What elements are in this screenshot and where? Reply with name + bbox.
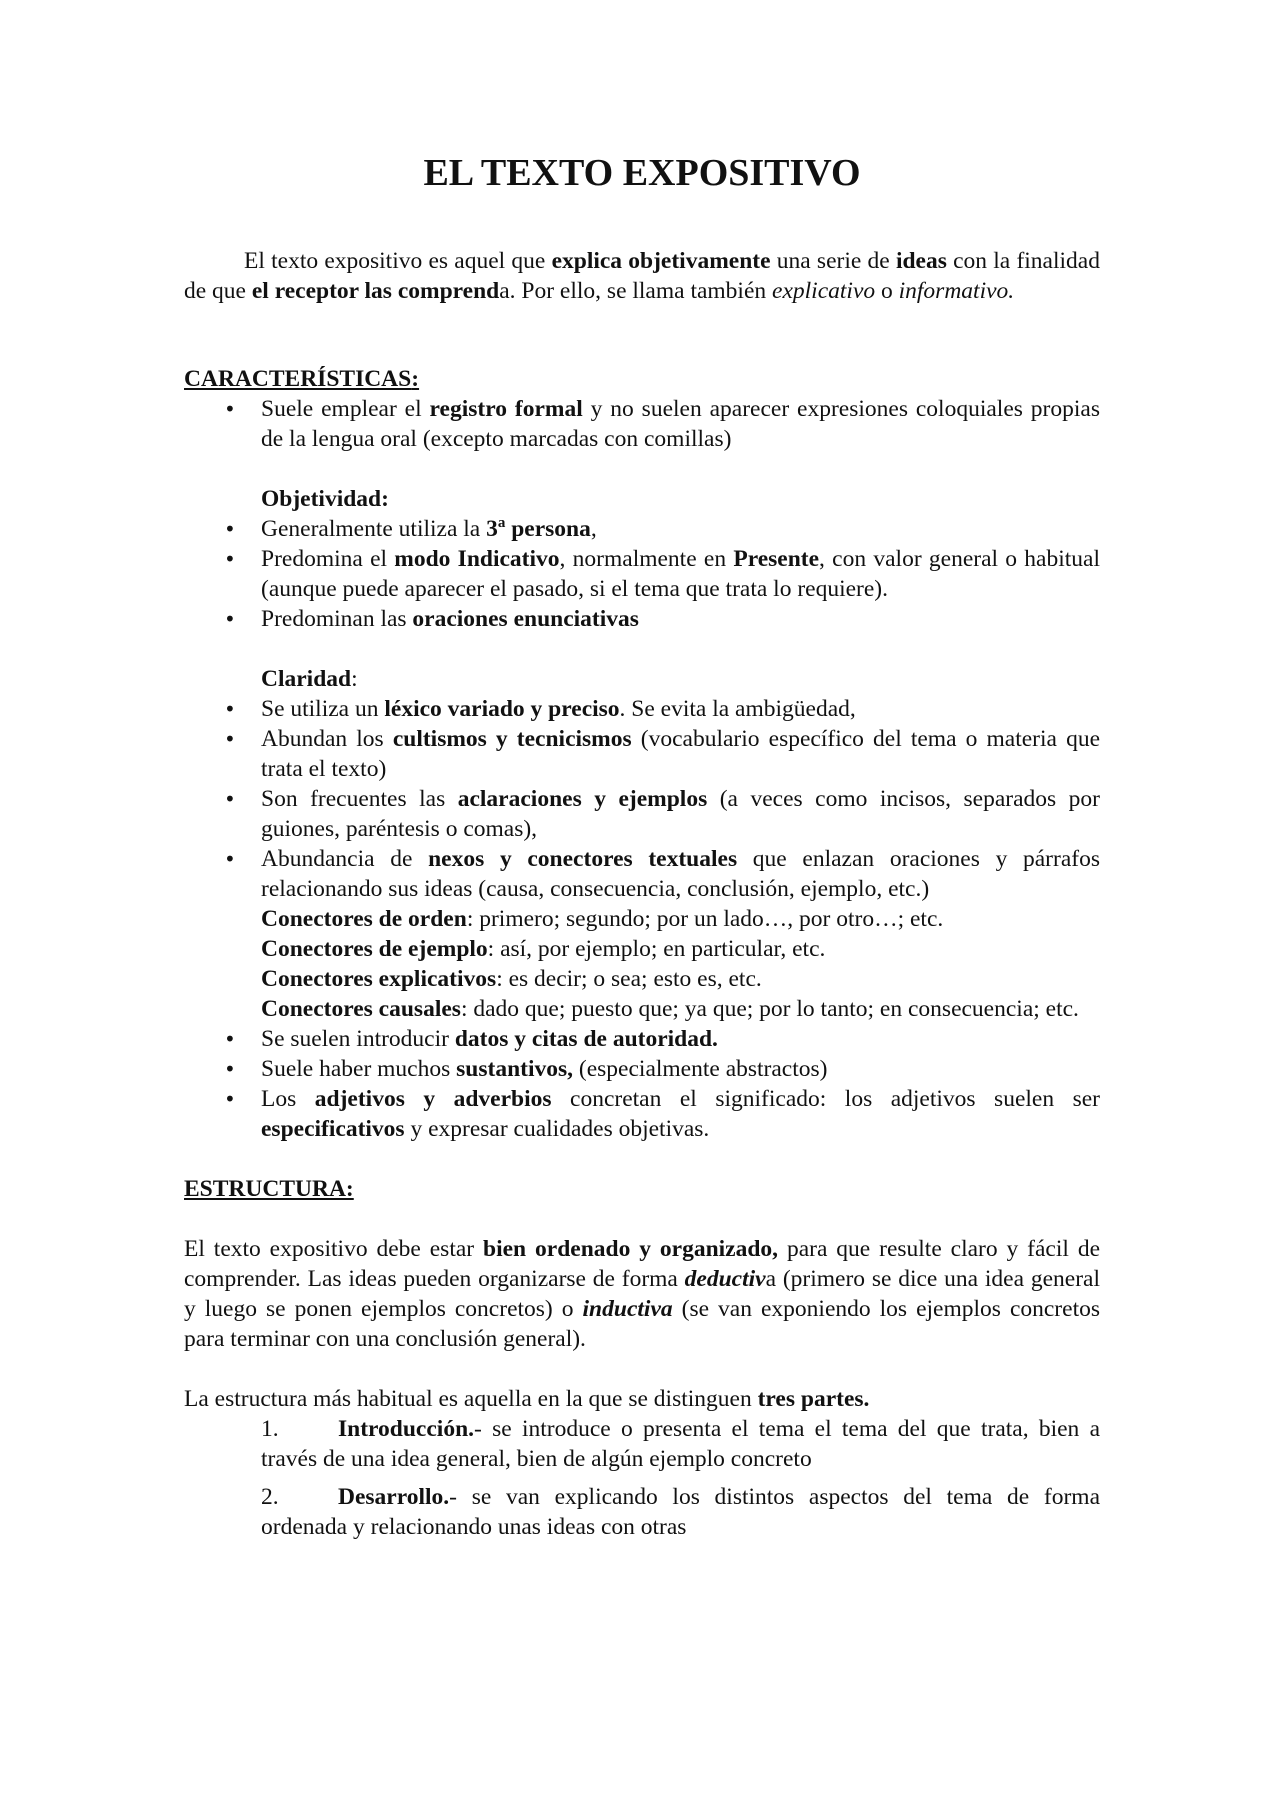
document-body [184, 150, 1100, 1550]
item-text: (especialmente abstractos) [573, 1056, 828, 1082]
subheading-objetividad: Objetividad: [261, 486, 389, 512]
paragraph-text: (se van exponiendo los ejemplos concretos para terminar con una conclusión general). [184, 1296, 1100, 1352]
subheading-text: Claridad [261, 666, 352, 692]
intro-text: con la finalidad de que [184, 248, 1100, 304]
section-heading-estructura: ESTRUCTURA: [184, 1176, 354, 1202]
part-label: Desarrollo. [338, 1484, 450, 1510]
list-item [184, 604, 1100, 634]
item-text: (vocabulario específico del tema o materia que trata el texto) [261, 726, 1101, 782]
connectors-block [184, 904, 1100, 1024]
item-text: Generalmente utiliza la [261, 516, 487, 542]
item-text: y no suelen aparecer expresiones coloquiales propias de la lengua oral (excepto marcadas con comillas) [261, 396, 1100, 452]
connector-line [261, 964, 1100, 994]
intro-text: o [875, 278, 899, 304]
connector-label: Conectores de orden [261, 906, 467, 932]
item-text: concretan el significado: los adjetivos suelen ser [551, 1086, 1101, 1112]
list-item [184, 724, 1100, 784]
list-item [184, 694, 1100, 724]
connector-label: Conectores explicativos [261, 966, 497, 992]
section-heading-caracteristicas [184, 364, 1100, 394]
estructura-parts-intro [184, 1384, 1100, 1414]
item-bold: adjetivos y adverbios [314, 1086, 552, 1112]
item-text: Suele emplear el [261, 396, 430, 422]
paragraph-text: para que resulte claro y fácil de comprender. Las ideas pueden organizarse de forma [184, 1236, 1100, 1292]
part-number: 2. [261, 1484, 279, 1510]
list-item [184, 1414, 1100, 1474]
item-text: , normalmente en [559, 546, 734, 572]
item-text: . Se evita la ambigüedad, [619, 696, 856, 722]
list-item [184, 844, 1100, 904]
item-bold: sustantivos, [456, 1056, 574, 1082]
paragraph-bold-italic: inductiva [582, 1296, 673, 1322]
item-text: , [590, 516, 597, 542]
intro-text: a. Por ello, se llama también [499, 278, 773, 304]
item-bold: oraciones enunciativas [412, 606, 639, 632]
item-bold: nexos y conectores textuales [428, 846, 738, 872]
list-item [184, 1024, 1100, 1054]
list-item [184, 394, 1100, 454]
list-item [184, 784, 1100, 844]
item-text: Se utiliza un [261, 696, 385, 722]
connector-line [261, 904, 1100, 934]
list-item [184, 1054, 1100, 1084]
item-text: , con valor general o habitual (aunque puede aparecer el pasado, si el tema que trata lo requiere). [261, 546, 1100, 602]
document-title: EL TEXTO EXPOSITIVO [423, 152, 861, 194]
item-bold-part: 3 [486, 516, 498, 542]
part-text: - se introduce o presenta el tema el tema del que trata, bien a través de una idea general, bien de algún ejemplo concreto [261, 1416, 1100, 1472]
item-text: Los [261, 1086, 315, 1112]
intro-text: una serie de [770, 248, 896, 274]
paragraph-text: La estructura más habitual es aquella en la que se distinguen [184, 1386, 758, 1412]
item-text: que enlazan oraciones y párrafos relacionando sus ideas (causa, consecuencia, conclusión, ejemplo, etc.) [261, 846, 1100, 902]
list-item [184, 544, 1100, 604]
subheading-claridad [184, 664, 1100, 694]
characteristics-list [184, 394, 1100, 454]
structure-parts-list [184, 1414, 1100, 1542]
section-heading-colon: : [411, 366, 420, 392]
item-text: Predominan las [261, 606, 413, 632]
item-bold [486, 516, 591, 542]
item-text: (a veces como incisos, separados por guiones, paréntesis o comas), [261, 786, 1100, 842]
subheading-colon: : [351, 666, 358, 692]
list-item [184, 1084, 1100, 1144]
item-text: Abundan los [261, 726, 393, 752]
paragraph-bold: bien ordenado y organizado, [483, 1236, 779, 1262]
connector-label: Conectores causales [261, 996, 461, 1022]
claridad-list [184, 694, 1100, 904]
item-text: Son frecuentes las [261, 786, 458, 812]
item-bold: datos y citas de autoridad. [454, 1026, 718, 1052]
item-text: y expresar cualidades objetivas. [404, 1116, 710, 1142]
intro-bold: ideas [895, 248, 947, 274]
part-label: Introducción. [338, 1416, 475, 1442]
intro-italic: informativo. [898, 278, 1015, 304]
item-bold: Presente [733, 546, 820, 572]
intro-bold: explica objetivamente [551, 248, 771, 274]
claridad-list-continued [184, 1024, 1100, 1144]
paragraph-bold-italic: deductiv [684, 1266, 766, 1292]
item-text: Predomina el [261, 546, 395, 572]
item-bold: léxico variado y preciso [384, 696, 620, 722]
estructura-paragraph [184, 1234, 1100, 1354]
connector-text: : dado que; puesto que; ya que; por lo tanto; en consecuencia; etc. [460, 996, 1079, 1022]
item-bold: aclaraciones y ejemplos [457, 786, 708, 812]
item-text: Suele haber muchos [261, 1056, 457, 1082]
objetividad-list [184, 514, 1100, 634]
paragraph-bold: tres partes. [757, 1386, 870, 1412]
item-bold: registro formal [429, 396, 583, 422]
item-text: Abundancia de [261, 846, 429, 872]
paragraph-text: a (primero se dice una idea general y luego se ponen ejemplos concretos) o [184, 1266, 1100, 1322]
list-item [184, 514, 1100, 544]
intro-italic: explicativo [772, 278, 876, 304]
ordinal-superscript: a [497, 515, 506, 532]
intro-text: El texto expositivo es aquel que [244, 248, 552, 274]
item-text: Se suelen introducir [261, 1026, 455, 1052]
paragraph-text: El texto expositivo debe estar [184, 1236, 484, 1262]
intro-paragraph [184, 246, 1100, 306]
connector-line [261, 934, 1100, 964]
item-bold: cultismos y tecnicismos [392, 726, 632, 752]
list-item [184, 1482, 1100, 1542]
connector-text: : así, por ejemplo; en particular, etc. [487, 936, 826, 962]
connector-line [261, 994, 1100, 1024]
item-bold: especificativos [261, 1116, 405, 1142]
section-heading-text: CARACTERÍSTICAS [184, 366, 412, 392]
item-bold: modo Indicativo [394, 546, 560, 572]
connector-label: Conectores de ejemplo [261, 936, 488, 962]
connector-text: : primero; segundo; por un lado…, por otro…; etc. [466, 906, 944, 932]
connector-text: : es decir; o sea; esto es, etc. [496, 966, 762, 992]
part-number: 1. [261, 1416, 279, 1442]
intro-bold: el receptor las comprend [251, 278, 500, 304]
part-text: - se van explicando los distintos aspectos del tema de forma ordenada y relacionando unas ideas con otras [261, 1484, 1100, 1540]
item-bold-part: persona [505, 516, 591, 542]
